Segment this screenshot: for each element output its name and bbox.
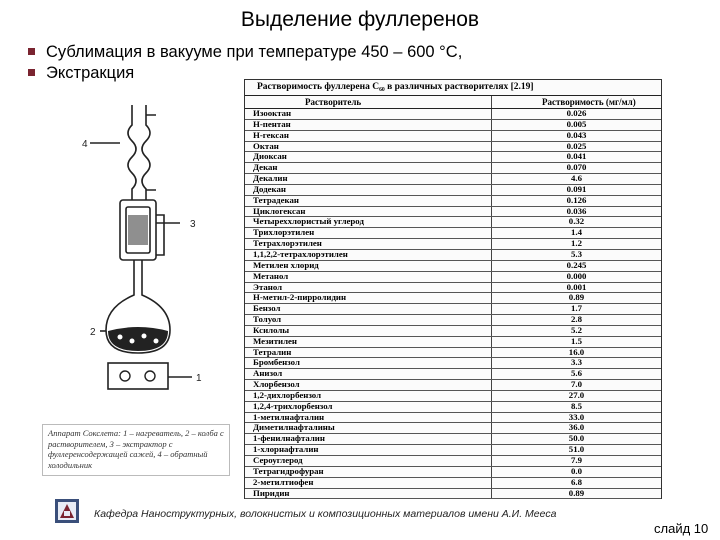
figure-caption: Аппарат Сокслета: 1 – нагреватель, 2 – колба с растворителем, 3 – экстрактор с фуллеренсодержащей сажей, 4 – обратный холодильник <box>42 424 230 476</box>
solubility-cell: 50.0 <box>492 434 662 445</box>
table-row <box>245 380 661 391</box>
solubility-cell: 0.005 <box>492 119 662 130</box>
solubility-cell: 0.036 <box>492 206 662 217</box>
footer-department: Кафедра Наноструктурных, волокнистых и композиционных материалов имени А.И. Мееса <box>94 508 557 520</box>
solubility-cell: 1.2 <box>492 239 662 250</box>
table-row <box>245 456 661 467</box>
table-row <box>245 412 661 423</box>
table-row <box>245 260 661 271</box>
solvent-cell: 1,1,2,2-тетрахлорэтилен <box>245 249 492 260</box>
solvent-cell: Додекан <box>245 184 492 195</box>
solubility-cell: 51.0 <box>492 445 662 456</box>
department-logo-icon <box>54 498 80 524</box>
solubility-cell: 0.0 <box>492 466 662 477</box>
solvent-cell: Анизол <box>245 369 492 380</box>
table-row <box>245 119 661 130</box>
soxhlet-apparatus-figure <box>80 95 230 420</box>
table-row <box>245 466 661 477</box>
solubility-cell: 5.3 <box>492 249 662 260</box>
table-row <box>245 152 661 163</box>
table-row <box>245 130 661 141</box>
table-row <box>245 141 661 152</box>
column-header-solubility: Растворимость (мг/мл) <box>492 96 662 109</box>
solubility-cell: 8.5 <box>492 401 662 412</box>
solubility-cell: 7.9 <box>492 456 662 467</box>
solvent-cell: Ксилолы <box>245 325 492 336</box>
solubility-cell: 1.7 <box>492 304 662 315</box>
solvent-cell: 1-фенилнафталин <box>245 434 492 445</box>
solvent-cell: Изооктан <box>245 109 492 120</box>
table-row <box>245 358 661 369</box>
table-row <box>245 369 661 380</box>
bullet-item <box>28 42 462 63</box>
solubility-table <box>245 96 661 499</box>
solvent-cell: Мезитилен <box>245 336 492 347</box>
solvent-cell: Тетрахлорэтилен <box>245 239 492 250</box>
solvent-cell: Н-метил-2-пирролидин <box>245 293 492 304</box>
solubility-cell: 5.2 <box>492 325 662 336</box>
solvent-cell: Пиридин <box>245 488 492 499</box>
table-row <box>245 325 661 336</box>
solubility-cell: 1.5 <box>492 336 662 347</box>
solvent-cell: Сероуглерод <box>245 456 492 467</box>
solvent-cell: 1-хлорнафталин <box>245 445 492 456</box>
solubility-cell: 0.32 <box>492 217 662 228</box>
slide-number: слайд 10 <box>654 521 709 536</box>
column-header-solvent: Растворитель <box>245 96 492 109</box>
solvent-cell: 2-метилтиофен <box>245 477 492 488</box>
solubility-cell: 0.026 <box>492 109 662 120</box>
bullet-text: Экстракция <box>46 64 135 82</box>
solubility-cell: 1.4 <box>492 228 662 239</box>
table-row <box>245 282 661 293</box>
solvent-cell: Трихлорэтилен <box>245 228 492 239</box>
solvent-cell: Диоксан <box>245 152 492 163</box>
solvent-cell: Этанол <box>245 282 492 293</box>
table-row <box>245 477 661 488</box>
solubility-table-scan <box>244 79 662 499</box>
solvent-cell: Метанол <box>245 271 492 282</box>
solubility-cell: 36.0 <box>492 423 662 434</box>
solvent-cell: Декалин <box>245 174 492 185</box>
bullet-text: Сублимация в вакууме при температуре 450 – 600 °С, <box>46 43 463 61</box>
figure-label-3: 3 <box>190 219 196 230</box>
solubility-cell: 0.025 <box>492 141 662 152</box>
table-row <box>245 217 661 228</box>
solvent-cell: Бромбензол <box>245 358 492 369</box>
table-row <box>245 195 661 206</box>
solvent-cell: Октан <box>245 141 492 152</box>
solubility-cell: 0.245 <box>492 260 662 271</box>
solubility-cell: 5.6 <box>492 369 662 380</box>
table-row <box>245 163 661 174</box>
solubility-cell: 0.070 <box>492 163 662 174</box>
table-title: Растворимость фуллерена C₆₀ в различных растворителях [2.19] <box>245 80 661 96</box>
figure-label-2: 2 <box>90 327 96 338</box>
table-row <box>245 174 661 185</box>
solvent-cell: Четыреххлористый углерод <box>245 217 492 228</box>
solubility-cell: 0.126 <box>492 195 662 206</box>
table-row <box>245 390 661 401</box>
solvent-cell: 1-метилнафталин <box>245 412 492 423</box>
solubility-cell: 33.0 <box>492 412 662 423</box>
table-header-row <box>245 96 661 109</box>
table-row <box>245 184 661 195</box>
table-row <box>245 249 661 260</box>
solvent-cell: Бензол <box>245 304 492 315</box>
solvent-cell: 1,2-дихлорбензол <box>245 390 492 401</box>
solubility-cell: 6.8 <box>492 477 662 488</box>
table-row <box>245 488 661 499</box>
solvent-cell: 1,2,4-трихлорбензол <box>245 401 492 412</box>
soxhlet-apparatus-drawing <box>80 95 230 420</box>
solubility-cell: 0.041 <box>492 152 662 163</box>
table-row <box>245 304 661 315</box>
solubility-cell: 2.8 <box>492 315 662 326</box>
table-row <box>245 109 661 120</box>
solubility-cell: 0.091 <box>492 184 662 195</box>
bullet-square-icon <box>28 69 35 76</box>
solvent-cell: Хлорбензол <box>245 380 492 391</box>
table-row <box>245 315 661 326</box>
figure-label-1: 1 <box>196 373 202 384</box>
slide-title: Выделение фуллеренов <box>240 8 480 31</box>
solvent-cell: Н-пентан <box>245 119 492 130</box>
solvent-cell: Тетралин <box>245 347 492 358</box>
figure-label-4: 4 <box>82 139 88 150</box>
table-row <box>245 401 661 412</box>
solubility-cell: 4.6 <box>492 174 662 185</box>
table-row <box>245 434 661 445</box>
solubility-cell: 0.000 <box>492 271 662 282</box>
table-row <box>245 293 661 304</box>
solvent-cell: Толуол <box>245 315 492 326</box>
solubility-cell: 0.043 <box>492 130 662 141</box>
bullet-list <box>28 42 462 84</box>
solubility-cell: 0.001 <box>492 282 662 293</box>
solubility-cell: 0.89 <box>492 293 662 304</box>
table-row <box>245 239 661 250</box>
table-row <box>245 423 661 434</box>
solvent-cell: Метилен хлорид <box>245 260 492 271</box>
table-row <box>245 445 661 456</box>
solubility-cell: 16.0 <box>492 347 662 358</box>
table-row <box>245 271 661 282</box>
solvent-cell: Циклогексан <box>245 206 492 217</box>
table-row <box>245 347 661 358</box>
solvent-cell: Декан <box>245 163 492 174</box>
solvent-cell: Тетрадекан <box>245 195 492 206</box>
solubility-cell: 3.3 <box>492 358 662 369</box>
table-row <box>245 206 661 217</box>
bullet-square-icon <box>28 48 35 55</box>
table-row <box>245 336 661 347</box>
solubility-cell: 27.0 <box>492 390 662 401</box>
solvent-cell: Н-гексан <box>245 130 492 141</box>
solvent-cell: Тетрагидрофуран <box>245 466 492 477</box>
solubility-cell: 0.89 <box>492 488 662 499</box>
solvent-cell: Диметилнафталины <box>245 423 492 434</box>
table-row <box>245 228 661 239</box>
solubility-cell: 7.0 <box>492 380 662 391</box>
